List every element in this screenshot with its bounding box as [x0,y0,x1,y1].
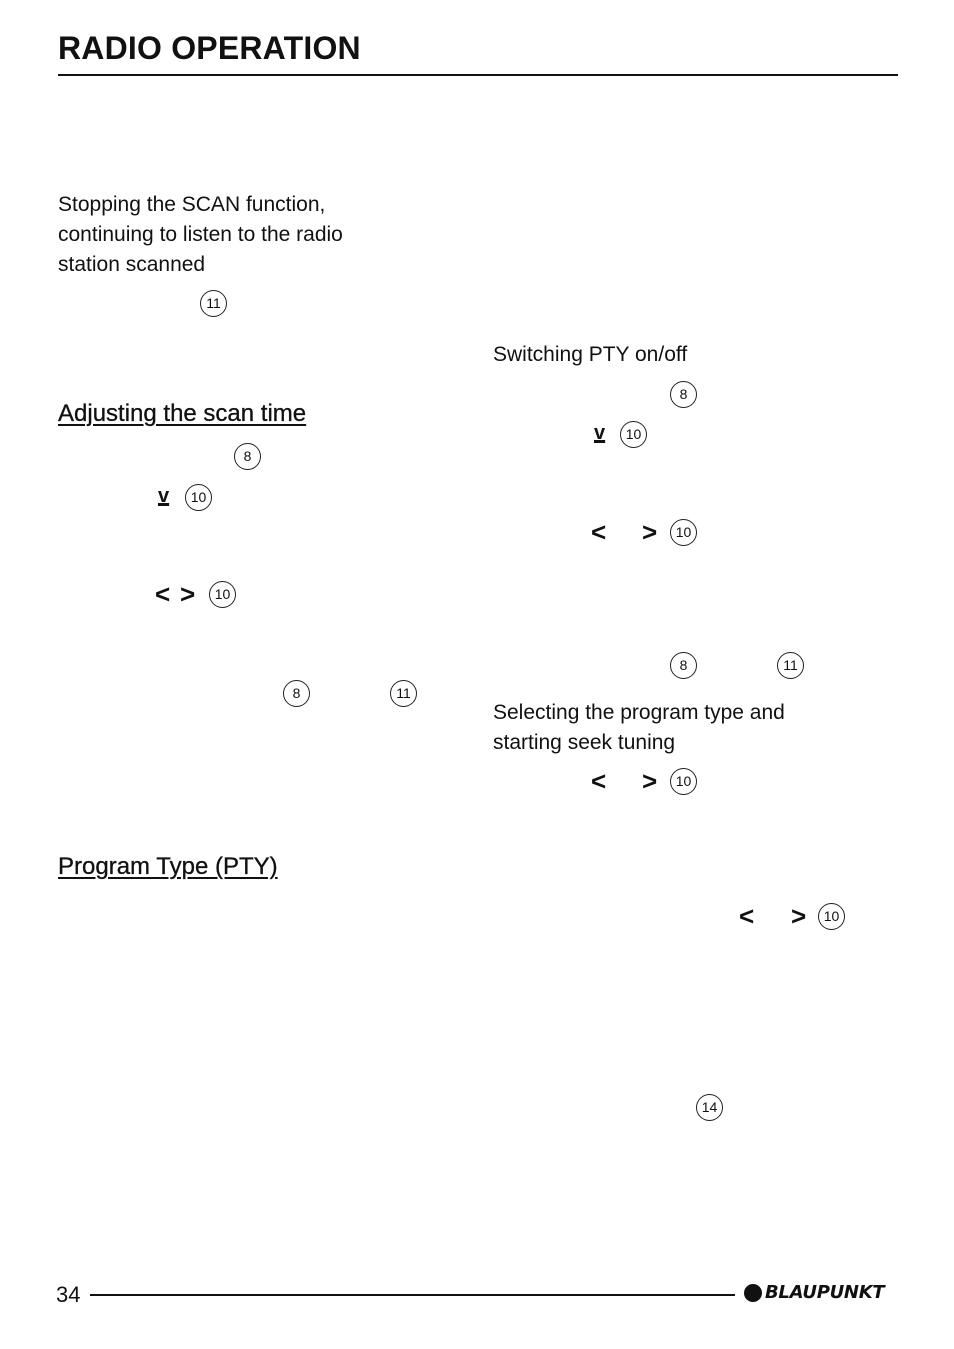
page-number: 34 [56,1282,81,1307]
subheading-line: continuing to listen to the radio [58,223,343,246]
callout-number: 10 [620,421,647,448]
pty-onoff-subheading: Switching PTY on/off [493,343,688,366]
subheading-line: starting seek tuning [493,731,676,754]
callout-number: 8 [234,443,261,470]
subheading-line: Stopping the SCAN function, [58,193,326,216]
callout-number: 10 [670,768,697,795]
down-arrow-key-icon: v [594,422,606,444]
callout-number: 11 [390,680,417,707]
callout-number: 10 [670,519,697,546]
subheading-line: Selecting the program type and [493,701,785,724]
down-arrow-key-icon: v [158,485,170,507]
callout-number: 10 [209,581,236,608]
footer-divider [90,1294,735,1296]
callout-number: 8 [283,680,310,707]
brand-logo [744,1282,884,1303]
callout-number: 11 [200,290,227,317]
right-arrow-key-icon: > [642,517,658,547]
callout-number: 8 [670,652,697,679]
callout-number: 8 [670,381,697,408]
section-heading-pty: Program Type (PTY) [58,853,278,880]
brand-dot-icon [744,1284,762,1302]
subheading-line: station scanned [58,253,206,276]
callout-number: 10 [818,903,845,930]
left-arrow-key-icon: < [591,766,607,796]
brand-wordmark: BLAUPUNKT [765,1282,885,1303]
stop-scan-subheading [58,190,343,280]
left-arrow-key-icon: < [591,517,607,547]
page-title: RADIO OPERATION [58,30,361,66]
callout-number: 10 [185,484,212,511]
left-arrow-key-icon: < [155,579,171,609]
callout-number: 11 [777,652,804,679]
title-divider [58,74,898,76]
right-arrow-key-icon: > [180,579,196,609]
section-heading-scan-time: Adjusting the scan time [58,400,307,427]
select-type-subheading [493,698,785,758]
right-arrow-key-icon: > [791,901,807,931]
callout-number: 14 [696,1094,723,1121]
left-arrow-key-icon: < [739,901,755,931]
right-arrow-key-icon: > [642,766,658,796]
